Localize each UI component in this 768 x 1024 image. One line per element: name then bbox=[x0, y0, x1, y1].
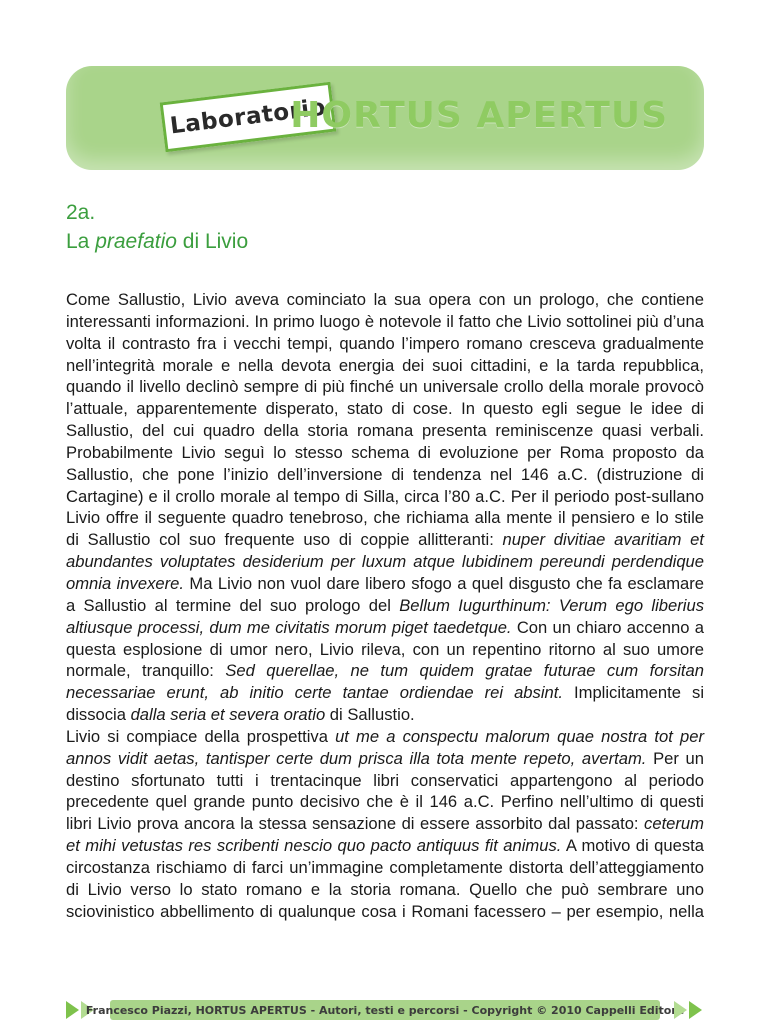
section-title-prefix: La bbox=[66, 230, 96, 253]
section-title-italic: praefatio bbox=[95, 230, 177, 253]
chevron-right-icon bbox=[674, 1001, 687, 1019]
chevron-right-icon bbox=[66, 1001, 79, 1019]
text-run: Con un chiaro accenno a questa esplosione di umor nero, Livio rileva, con un repentino ritorno al suo umore normale, tranquillo: bbox=[66, 617, 704, 681]
header-banner bbox=[66, 66, 704, 170]
paragraph bbox=[66, 726, 704, 923]
latin-quote: ceterum et mihi vetustas res scribenti nescio quo pacto antiquus fit animus. bbox=[66, 814, 704, 856]
text-run: Come Sallustio, Livio aveva cominciato la sua opera con un prologo, che contiene interessanti informazioni. In primo luogo è notevole il fatto che Livio sottolinei più d’una volta il contrasto fra i vecchi tempi, quando l’impero romano cresceva gradualmente nell’integrità morale e nella devota energia dei suoi cittadini, e la tarda repubblica, quando il livello declinò sempre di più finché un universale crollo della morale provocò l’attuale, apparentemente disperato, stato di cose. In questo egli segue le idee di Sallustio, del cui quadro della storia romana presenta reminiscenze quasi verbali. Probabilmente Livio seguì lo stesso schema di evoluzione per Roma proposto da Sallustio, che pone l’inizio dell’inversione di tendenza nel 146 a.C. (distruzione di Cartagine) e il crollo morale al tempo di Silla, circa l’80 a.C. Per il periodo post-sullano Livio offre il seguente quadro tenebroso, che richiama alla mente il pensiero e lo stile di Sallustio col suo frequente uso di coppie allitteranti: bbox=[66, 290, 704, 550]
chevron-right-decoration bbox=[674, 1001, 704, 1019]
chevron-right-icon bbox=[689, 1001, 702, 1019]
paragraph bbox=[66, 289, 704, 726]
footer-copyright: Francesco Piazzi, HORTUS APERTUS - Autori, testi e percorsi - Copyright © 2010 Cappelli Editore bbox=[85, 1003, 685, 1017]
text-run: Ma Livio non vuol dare libero sfogo a quel disgusto che fa esclamare a Sallustio al termine del suo prologo del bbox=[66, 573, 704, 615]
section-number: 2a. bbox=[66, 201, 96, 224]
section-title bbox=[66, 227, 706, 256]
footer-bar bbox=[85, 1000, 685, 1020]
body-text bbox=[66, 289, 704, 922]
latin-quote: nuper divitiae avaritiam et abundantes voluptates desiderium per luxum atque lubidinem pereundi perdendique omnia invexere. bbox=[66, 530, 704, 593]
text-run: Livio si compiace della prospettiva bbox=[66, 726, 336, 746]
latin-quote: dalla seria et severa oratio bbox=[130, 705, 326, 725]
latin-quote: Sed querellae, ne tum quidem gratae futurae cum forsitan necessariae erunt, ab initio certe tantae ordiendae rei absint. bbox=[66, 661, 704, 703]
page-footer bbox=[66, 998, 704, 1024]
laboratorio-label: Laboratorio bbox=[168, 94, 328, 140]
section-heading bbox=[66, 198, 706, 256]
series-title: HORTUS APERTUS bbox=[290, 95, 668, 136]
text-run: Per un destino sfortunato tutti i trentacinque libri conservatici appartengono al periodo precedente quel grande punto decisivo che è il 146 a.C. Perfino nell’ultimo di questi libri Livio prova ancora la stessa sensazione di essere assorbito dal passato: bbox=[66, 748, 704, 834]
text-run: A motivo di questa circostanza rischiamo di farci un’immagine completamente distorta dell’atteggiamento di Livio verso lo stato romano e la storia romana. Quello che può sembrare uno sciovinistico abbellimento di qualunque cosa i Romani facessero – per esempio, nella bbox=[66, 836, 704, 921]
latin-quote: ut me a conspectu malorum quae nostra tot per annos vidit aetas, tantisper certe dum prisca illa tota mente repeto, avertam. bbox=[66, 726, 704, 768]
text-run: Implicitamente si dissocia bbox=[66, 683, 705, 725]
text-run: di Sallustio. bbox=[325, 705, 415, 725]
latin-quote: Bellum Iugurthinum: Verum ego liberius altiusque processi, dum me civitatis morum piget taedetque. bbox=[66, 595, 704, 637]
section-title-suffix: di Livio bbox=[176, 230, 249, 253]
